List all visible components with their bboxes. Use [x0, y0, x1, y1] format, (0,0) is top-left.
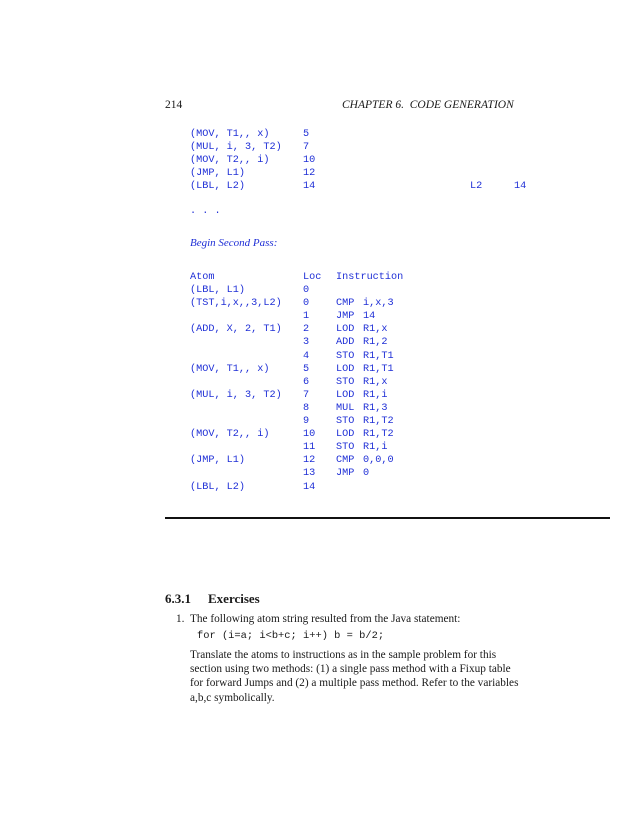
cell-args: R1,2 — [363, 337, 388, 349]
cell-args: R1,3 — [363, 402, 388, 414]
cell-atom: (MUL, i, 3, T2) — [190, 389, 282, 401]
fixup-loc: 14 — [303, 181, 316, 192]
cell-args: R1,i — [363, 442, 388, 454]
cell-args: i,x,3 — [363, 298, 394, 310]
cell-atom: (ADD, X, 2, T1) — [190, 324, 282, 336]
cell-op: LOD — [336, 324, 355, 336]
exercise-intro: The following atom string resulted from the Java statement: — [190, 613, 461, 625]
cell-loc: 9 — [303, 416, 310, 427]
cell-args: R1,x — [363, 324, 388, 336]
cell-loc: 13 — [303, 468, 316, 480]
cell-loc: 0 — [303, 298, 310, 310]
cell-op: CMP — [336, 298, 355, 310]
fixup-loc: 10 — [303, 155, 316, 166]
fixup-atom: (JMP, L1) — [190, 168, 246, 179]
cell-args: 0,0,0 — [363, 455, 394, 467]
exercise-number: 1. — [176, 613, 185, 625]
label-table-name: L2 — [470, 181, 483, 192]
fixup-atom: (MUL, i, 3, T2) — [190, 142, 282, 153]
cell-loc: 7 — [303, 389, 310, 401]
cell-op: JMP — [336, 468, 355, 480]
cell-atom: (TST,i,x,,3,L2) — [190, 298, 282, 310]
cell-loc: 12 — [303, 455, 316, 467]
section-title: Exercises — [208, 591, 260, 606]
cell-loc: 8 — [303, 402, 310, 414]
cell-args: R1,x — [363, 376, 388, 388]
fixup-loc: 7 — [303, 142, 310, 153]
exercise-code: for (i=a; i<b+c; i++) b = b/2; — [197, 630, 385, 642]
cell-args: R1,T1 — [363, 363, 394, 375]
fixup-atom: (LBL, L2) — [190, 181, 246, 192]
exercise-description: Translate the atoms to instructions as in the sample problem for this section using two methods: (1) a single pass method with a Fixup table for forward Jumps and (2) a multiple pass method. Refer to the variables a,b,c symbolically. — [190, 649, 519, 704]
cell-op: STO — [336, 376, 355, 388]
cell-args: 14 — [363, 311, 376, 323]
cell-op: JMP — [336, 311, 355, 323]
cell-loc: 10 — [303, 429, 316, 441]
cell-atom: (MOV, T2,, i) — [190, 429, 270, 441]
cell-args: R1,T1 — [363, 350, 394, 362]
cell-atom: (LBL, L1) — [190, 285, 246, 296]
chapter-heading: CHAPTER 6. CODE GENERATION — [342, 99, 514, 111]
section-number: 6.3.1 — [165, 591, 191, 606]
column-header-instruction: Instruction — [336, 272, 404, 283]
cell-args: 0 — [363, 468, 370, 480]
page-number: 214 — [165, 99, 183, 111]
fixup-atom: (MOV, T2,, i) — [190, 155, 270, 166]
cell-loc: 0 — [303, 285, 310, 296]
cell-op: CMP — [336, 455, 355, 467]
label-table-value: 14 — [514, 181, 527, 192]
cell-atom: (MOV, T1,, x) — [190, 363, 270, 375]
cell-op: STO — [336, 350, 355, 362]
cell-op: LOD — [336, 429, 355, 441]
fixup-loc: 5 — [303, 129, 310, 140]
column-header-loc: Loc — [303, 272, 322, 283]
cell-atom: (JMP, L1) — [190, 455, 246, 467]
section-divider — [165, 517, 610, 519]
cell-op: MUL — [336, 402, 355, 414]
fixup-atom: (MOV, T1,, x) — [190, 129, 270, 140]
column-header-atom: Atom — [190, 272, 215, 283]
ellipsis: . . . — [190, 206, 221, 217]
cell-loc: 5 — [303, 363, 310, 375]
cell-loc: 11 — [303, 442, 316, 454]
cell-op: STO — [336, 416, 355, 427]
cell-args: R1,T2 — [363, 416, 394, 427]
cell-loc: 3 — [303, 337, 310, 349]
second-pass-title: Begin Second Pass: — [190, 237, 278, 249]
cell-atom: (LBL, L2) — [190, 481, 246, 493]
cell-loc: 2 — [303, 324, 310, 336]
cell-loc: 14 — [303, 481, 316, 493]
cell-loc: 6 — [303, 376, 310, 388]
cell-loc: 4 — [303, 350, 310, 362]
fixup-loc: 12 — [303, 168, 316, 179]
cell-op: LOD — [336, 363, 355, 375]
cell-op: LOD — [336, 389, 355, 401]
cell-args: R1,T2 — [363, 429, 394, 441]
cell-op: STO — [336, 442, 355, 454]
cell-op: ADD — [336, 337, 355, 349]
cell-args: R1,i — [363, 389, 388, 401]
cell-loc: 1 — [303, 311, 310, 323]
